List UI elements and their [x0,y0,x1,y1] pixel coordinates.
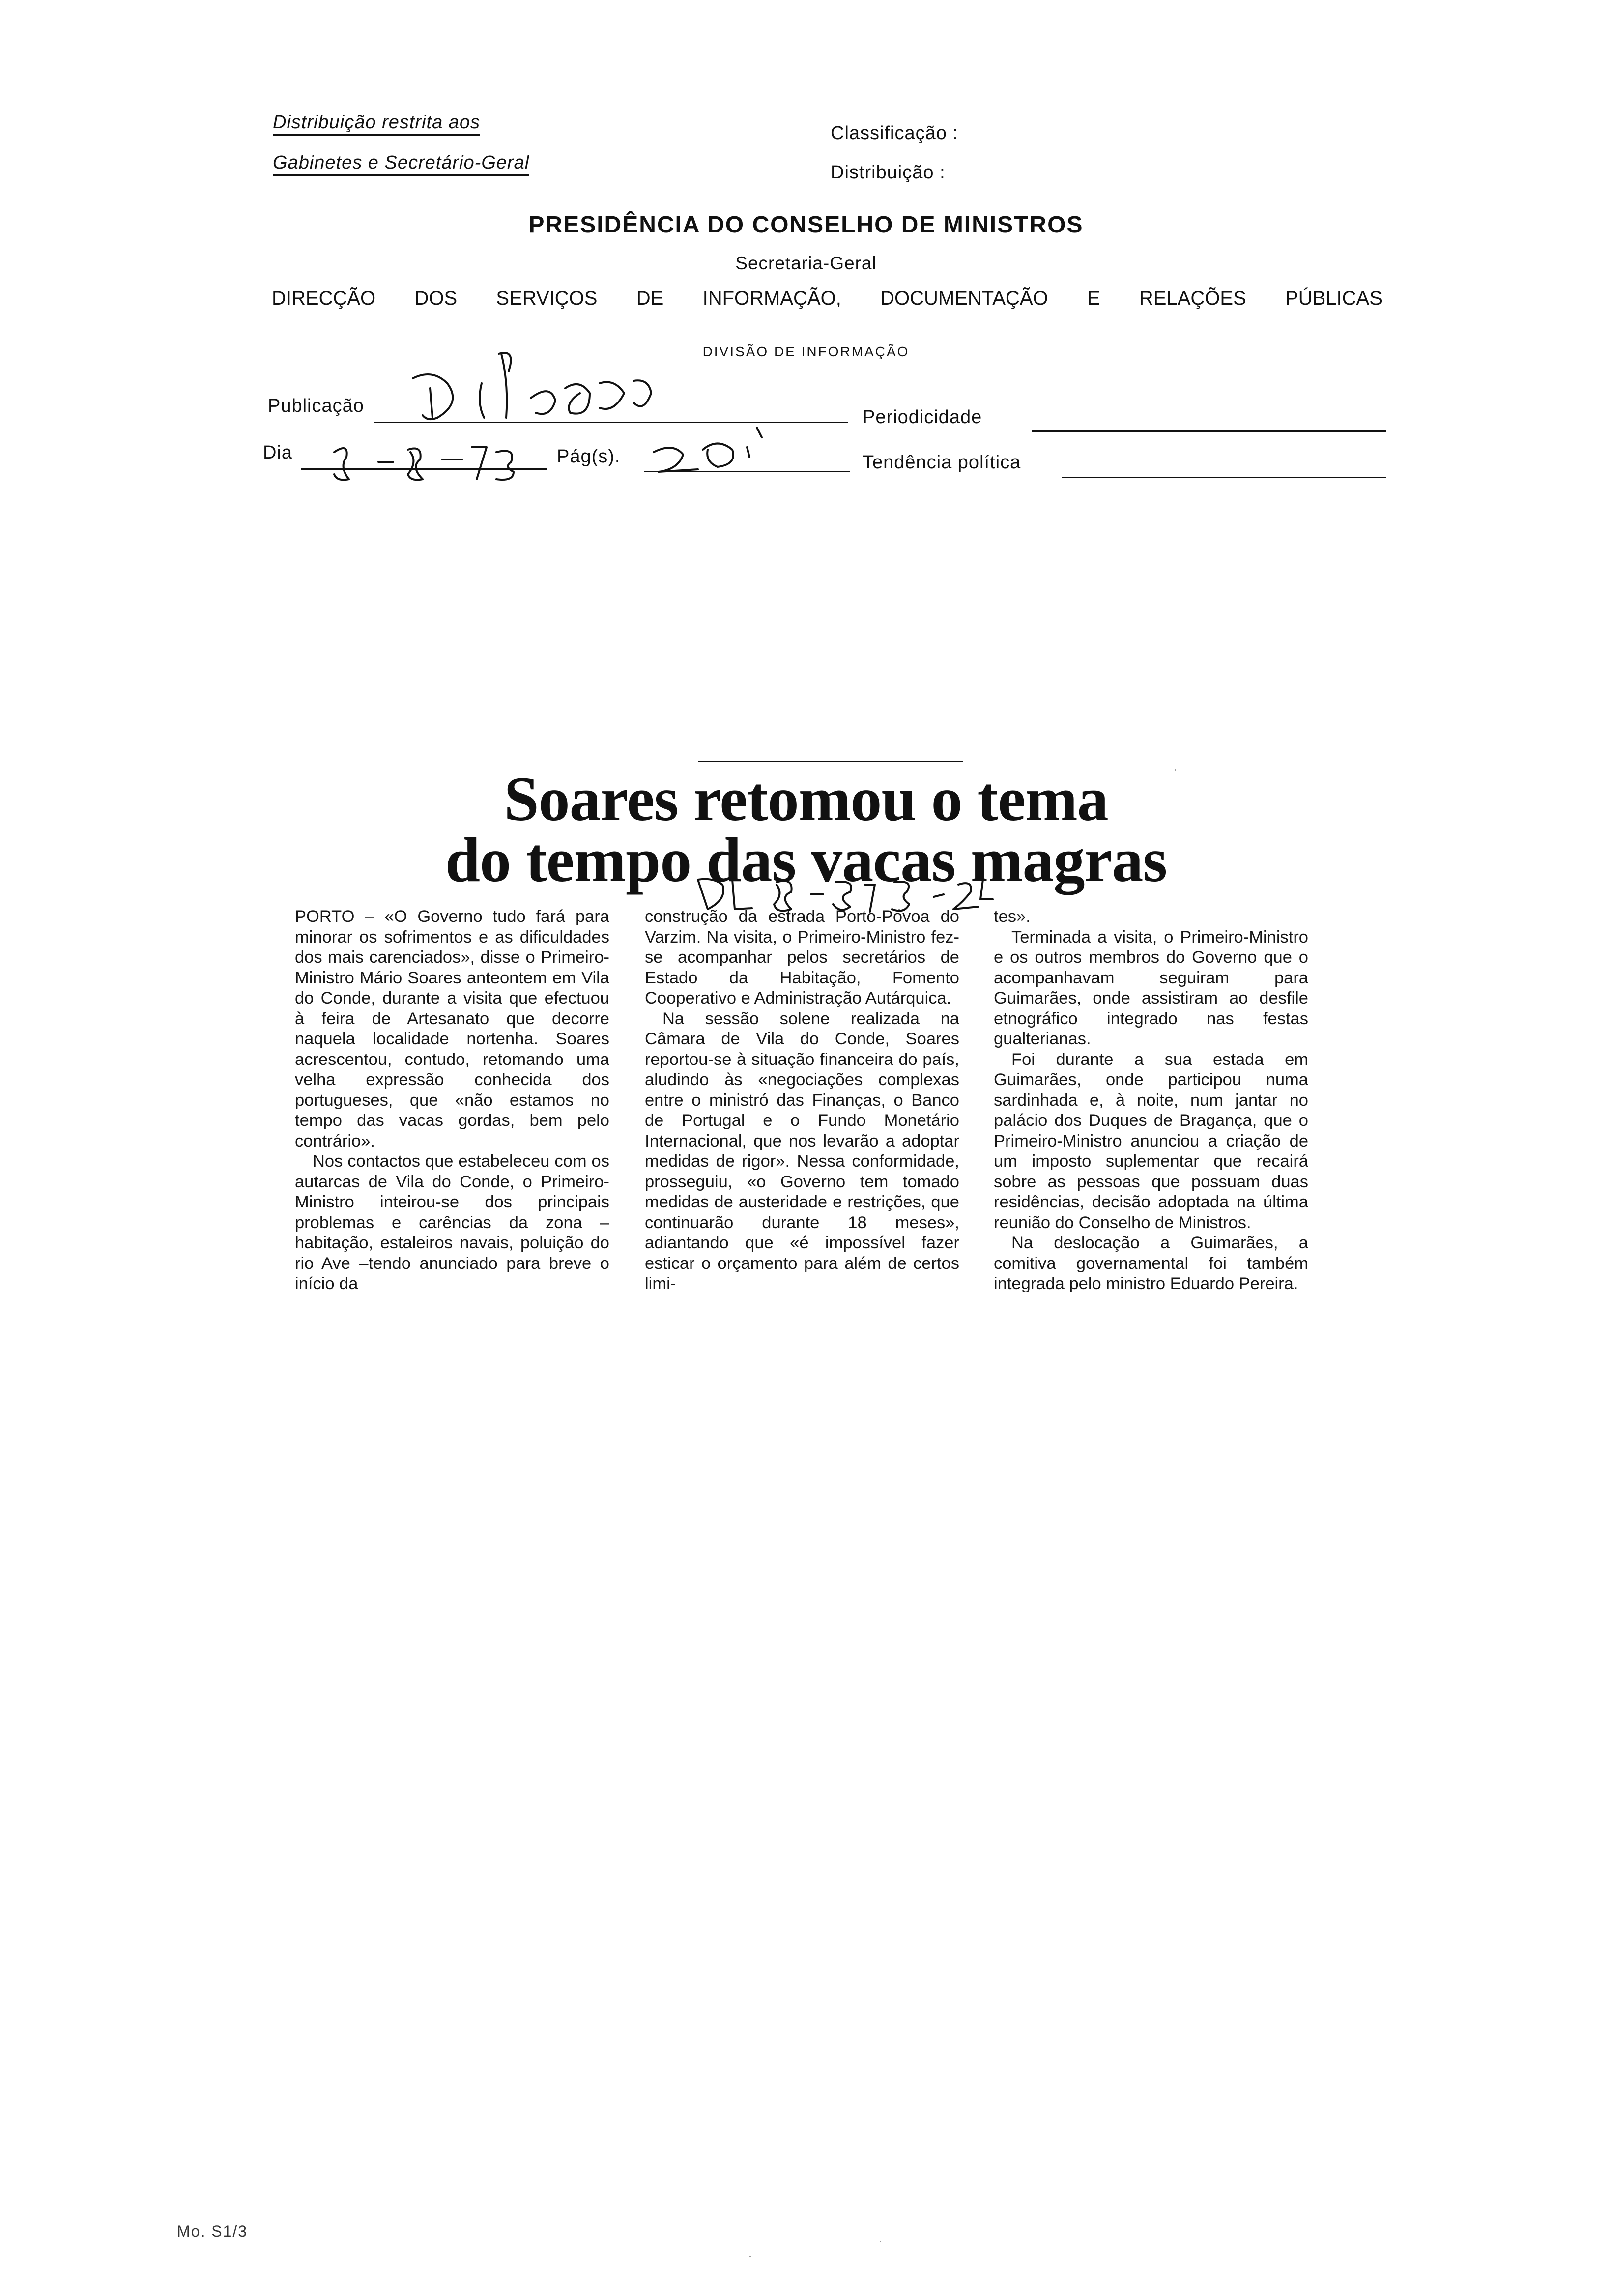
article-column-2 [645,907,959,1294]
directorate-line [272,287,1382,310]
form-code: Mo. S1/3 [177,2222,248,2240]
directorate-word: DE [636,287,664,309]
headline-line2: do tempo das vacas magras [445,825,1167,895]
article-paragraph: PORTO – «O Governo tudo fará para minorar os sofrimentos e as dificuldades dos mais carenciados», disse o Primeiro-Ministro Mário Soares anteontem em Vila do Conde, durante a visita que efectuou à feira de Artesanato que decorre naquela localidade nortenha. Soares acrescentou, contudo, retomando uma velha expressão conhecida dos portugueses, que «não estamos no tempo das vacas gordas, bem pelo contrário». [295,907,609,1150]
article-paragraph: tes». [994,907,1031,926]
political-tendency-rule [1062,477,1386,478]
distribution-label: Distribuição : [831,162,946,183]
directorate-word: E [1087,287,1100,309]
article-paragraph: Nos contactos que estabeleceu com os autarcas de Vila do Conde, o Primeiro-Ministro inteirou-se dos principais problemas e carências da zona – habitação, estaleiros navais, poluição do rio Ave –tendo anunciado para breve o início da [295,1152,609,1293]
periodicity-label: Periodicidade [863,407,982,428]
directorate-word: DIRECÇÃO [272,287,376,309]
periodicity-rule [1032,430,1386,432]
directorate-word: INFORMAÇÃO, [702,287,841,309]
scan-speck [880,2241,881,2242]
political-tendency-label: Tendência política [863,452,1021,473]
article-column-1 [295,907,609,1294]
headline-rule [698,761,963,762]
scan-speck [1175,769,1176,771]
article-paragraph: Terminada a visita, o Primeiro-Ministro e os outros membros do Governo que o acompanhavam seguiram para Guimarães, onde assistiram ao desfile etnográfico integrado nas festas gualterianas. [994,927,1308,1048]
division-label: DIVISÃO DE INFORMAÇÃO [702,344,910,359]
directorate-word: RELAÇÕES [1139,287,1246,309]
article-paragraph: construção da estrada Porto-Póvoa do Varzim. Na visita, o Primeiro-Ministro fez-se acompanhar pelos secretários de Estado da Habitação, Fomento Cooperativo e Administração Autárquica. [645,907,959,1007]
article-paragraph: Foi durante a sua estada em Guimarães, onde participou numa sardinhada e, à noite, num jantar no palácio dos Duques de Bragança, que o Primeiro-Ministro anunciou a criação de um imposto suplementar que recairá sobre as pessoas que possuam duas residências, decisão adoptada na última reunião do Conselho de Ministros. [994,1050,1308,1232]
directorate-word: PÚBLICAS [1285,287,1382,309]
directorate-word: SERVIÇOS [496,287,598,309]
headline-line1: Soares retomou o tema [504,764,1108,834]
distribution-restriction-line2: Gabinetes e Secretário-Geral [273,152,529,176]
directorate-word: DOCUMENTAÇÃO [880,287,1048,309]
article-paragraph: Na sessão solene realizada na Câmara de Vila do Conde, Soares reportou-se à situação financeira do país, aludindo às «negociações complexas entre o ministró das Finanças, o Banco de Portugal e o Fundo Monetário Internacional, que nos levarão a adoptar medidas de rigor». Nessa conformidade, prosseguiu, «o Governo tem tomado medidas de austeridade e restrições, que continuarão durante 18 meses», adiantando que «é impossível fazer esticar o orçamento para além de certos limi- [645,1009,959,1293]
pages-label: Pág(s). [557,446,621,467]
article-paragraph: Na deslocação a Guimarães, a comitiva governamental foi também integrada pelo ministro Eduardo Pereira. [994,1234,1308,1293]
article-column-3 [994,907,1308,1294]
classification-label: Classificação : [831,123,958,144]
secretariat-subtitle: Secretaria-Geral [735,253,877,273]
organization-title: PRESIDÊNCIA DO CONSELHO DE MINISTROS [528,212,1084,238]
pages-handwriting [644,423,806,482]
directorate-word: DOS [414,287,458,309]
day-label: Dia [263,442,293,463]
day-handwriting [324,432,531,487]
publication-label: Publicação [268,396,364,416]
distribution-restriction-line1: Distribuição restrita aos [273,112,480,136]
scan-speck [749,2256,751,2257]
publication-handwriting [403,344,708,432]
